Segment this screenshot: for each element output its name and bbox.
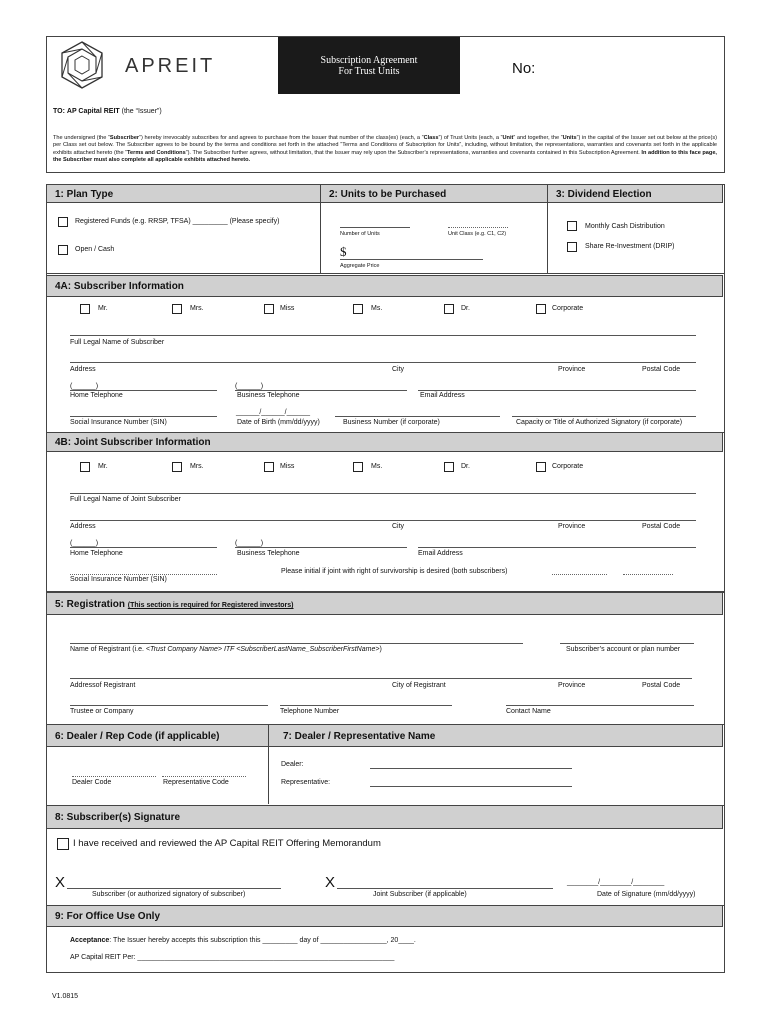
unit-class-label: Unit Class (e.g. C1, C2)	[448, 231, 507, 237]
business-tel-field[interactable]	[235, 390, 407, 391]
contact-name-label: Contact Name	[506, 708, 551, 715]
title-block	[278, 37, 460, 94]
acceptance-label: Acceptance	[70, 937, 110, 944]
title-line-1: Subscription Agreement	[320, 55, 418, 66]
section-2-header: 2: Units to be Purchased	[320, 184, 548, 203]
postal-code-label: Postal Code	[642, 366, 681, 373]
registered-funds-label: Registered Funds (e.g. RRSP, TFSA) _________ (Please specify)	[75, 218, 280, 225]
survivorship-initial-2[interactable]	[623, 574, 673, 575]
ap-capital-per-line: AP Capital REIT Per: __________________________________________________________________	[70, 954, 395, 961]
joint-home-tel-label: Home Telephone	[70, 550, 123, 557]
home-tel-field[interactable]	[70, 390, 217, 391]
corporate-label: Corporate	[552, 305, 584, 312]
business-tel-paren: (______)	[235, 383, 264, 390]
subscriber-signature-label: Subscriber (or authorized signatory of subscriber)	[92, 891, 246, 898]
dob-label: Date of Birth (mm/dd/yyyy)	[237, 419, 320, 426]
apreit-logo-icon	[58, 40, 106, 90]
acceptance-text: : The Issuer hereby accepts this subscription this _________ day of _________________, 20____.	[109, 937, 416, 944]
joint-x-mark: X	[325, 874, 336, 891]
section-4a-header: 4A: Subscriber Information	[46, 275, 723, 297]
joint-email-label: Email Address	[418, 550, 463, 557]
sin-field[interactable]	[70, 416, 217, 417]
survivorship-initial-1[interactable]	[552, 574, 607, 575]
province-label: Province	[558, 366, 586, 373]
joint-miss-checkbox[interactable]	[264, 462, 274, 472]
intro-p6: ”). The Subscriber further agrees, without limitation, that the Issuer may rely upon the Subscriber’s representations, warranties and covenants contained in this Subscription Agreement.	[185, 149, 642, 156]
section-1-header: 1: Plan Type	[46, 184, 321, 203]
intro-p5: ”) in the capital of the Issuer set out below at the price(s) per Class set out below. The Subscriber agrees to be bound by the terms and conditions set forth in the attached “Terms and Conditions of Subscription for Units”, including, without limitation, the representations, warranties and covenants set forth in the applicable exhibits attached hereto (the “	[53, 135, 718, 156]
joint-sin-field[interactable]	[70, 574, 217, 575]
capacity-label: Capacity or Title of Authorized Signatory (if corporate)	[516, 419, 683, 426]
registrant-name-label	[70, 646, 382, 653]
contact-name-field[interactable]	[506, 705, 694, 706]
joint-miss-label: Miss	[280, 463, 295, 470]
registrant-name-italic: <Trust Company Name> ITF <SubscriberLastName_SubscriberFirstName>	[145, 646, 380, 653]
business-tel-label: Business Telephone	[237, 392, 300, 399]
rep-code-field[interactable]	[162, 776, 246, 777]
open-cash-checkbox[interactable]	[58, 245, 68, 255]
drip-checkbox[interactable]	[567, 242, 577, 252]
divider	[320, 203, 321, 273]
dealer-field[interactable]	[370, 768, 572, 769]
issuer-suffix: (the “Issuer”)	[121, 108, 162, 115]
corporate-checkbox[interactable]	[536, 304, 546, 314]
joint-dr-checkbox[interactable]	[444, 462, 454, 472]
number-of-units-field[interactable]	[340, 227, 410, 228]
registrant-address-label: Addressof Registrant	[70, 682, 136, 689]
registrant-city-label: City of Registrant	[392, 682, 446, 689]
unit-class-field[interactable]	[448, 227, 508, 228]
monthly-cash-checkbox[interactable]	[567, 221, 577, 231]
address-field[interactable]	[70, 362, 696, 363]
title-line-2: For Trust Units	[338, 66, 400, 77]
joint-home-tel-field[interactable]	[70, 547, 217, 548]
dr-checkbox[interactable]	[444, 304, 454, 314]
trustee-field[interactable]	[70, 705, 268, 706]
joint-full-name-label: Full Legal Name of Joint Subscriber	[70, 496, 181, 503]
registrant-address-field[interactable]	[70, 678, 692, 679]
joint-mr-label: Mr.	[98, 463, 108, 470]
divider	[547, 203, 548, 273]
dob-slashes: ______/______/______	[236, 409, 310, 416]
joint-address-field[interactable]	[70, 520, 696, 521]
registrant-name-field[interactable]	[70, 643, 523, 644]
joint-business-tel-paren: (______)	[235, 540, 264, 547]
miss-checkbox[interactable]	[264, 304, 274, 314]
rep-code-label: Representative Code	[163, 779, 229, 786]
joint-email-field[interactable]	[418, 547, 696, 548]
representative-field[interactable]	[370, 786, 572, 787]
section-5-note: (This section is required for Registered investors)	[127, 602, 294, 609]
registrant-postal-label: Postal Code	[642, 682, 681, 689]
dollar-sign: $	[340, 244, 347, 259]
drip-label: Share Re-Investment (DRIP)	[585, 243, 675, 250]
full-name-label: Full Legal Name of Subscriber	[70, 339, 165, 346]
joint-mrs-label: Mrs.	[190, 463, 204, 470]
intro-terms: Terms and Conditions	[127, 149, 186, 156]
joint-mrs-checkbox[interactable]	[172, 462, 182, 472]
section-7-header: 7: Dealer / Representative Name	[268, 724, 723, 747]
city-label: City	[392, 366, 405, 373]
section-5-header	[46, 592, 723, 615]
joint-postal-code-label: Postal Code	[642, 523, 681, 530]
home-tel-label: Home Telephone	[70, 392, 123, 399]
number-of-units-label: Number of Units	[340, 231, 380, 237]
miss-label: Miss	[280, 305, 295, 312]
intro-unit: Unit	[502, 135, 514, 141]
joint-city-label: City	[392, 523, 405, 530]
address-label: Address	[70, 366, 96, 373]
joint-full-name-field[interactable]	[70, 493, 696, 494]
joint-ms-checkbox[interactable]	[353, 462, 363, 472]
ms-checkbox[interactable]	[353, 304, 363, 314]
joint-corporate-label: Corporate	[552, 463, 584, 470]
intro-subscriber: Subscriber	[109, 135, 140, 141]
intro-class: Class	[423, 135, 439, 141]
survivorship-label: Please initial if joint with right of survivorship is desired (both subscribers)	[281, 568, 508, 575]
mrs-label: Mrs.	[190, 305, 204, 312]
dealer-code-label: Dealer Code	[72, 779, 112, 786]
joint-corporate-checkbox[interactable]	[536, 462, 546, 472]
intro-units: Units	[562, 135, 577, 141]
registrant-name-post: )	[379, 646, 382, 653]
section-5-title: 5: Registration	[55, 599, 126, 610]
signature-date-field[interactable]: ________/________/________	[567, 879, 665, 886]
joint-mr-checkbox[interactable]	[80, 462, 90, 472]
section-3-header: 3: Dividend Election	[547, 184, 723, 203]
sin-label: Social Insurance Number (SIN)	[70, 419, 167, 426]
intro-p2: ”) hereby irrevocably subscribes for and agrees to purchase from the Issuer that number of the class(es) (each, a “	[139, 135, 424, 141]
capacity-field[interactable]	[512, 416, 696, 417]
joint-home-tel-paren: (______)	[70, 540, 99, 547]
section-4b-header: 4B: Joint Subscriber Information	[46, 432, 723, 452]
issuer-name: AP Capital REIT	[66, 108, 120, 115]
section-8-header: 8: Subscriber(s) Signature	[46, 805, 723, 829]
intro-bold-end: In addition to this face page, the Subscriber must also complete all applicable exhibits attached hereto.	[53, 149, 717, 163]
section-6-header: 6: Dealer / Rep Code (if applicable)	[46, 724, 269, 747]
joint-signature-field[interactable]	[337, 888, 553, 889]
intro-p1: The undersigned (the “	[53, 135, 110, 141]
offering-memo-checkbox[interactable]	[57, 838, 69, 850]
to-label: TO:	[53, 108, 65, 115]
aggregate-price-label: Aggregate Price	[340, 263, 380, 269]
divider	[268, 747, 269, 804]
joint-sin-label: Social Insurance Number (SIN)	[70, 576, 167, 583]
version-label: V1.0815	[52, 993, 79, 1000]
home-tel-paren: (______)	[70, 383, 99, 390]
subscriber-signature-field[interactable]	[67, 888, 281, 889]
logo-wordmark: APREIT	[125, 55, 216, 77]
section-9-header: 9: For Office Use Only	[46, 905, 723, 927]
email-label: Email Address	[420, 392, 465, 399]
trustee-label: Trustee or Company	[70, 708, 134, 715]
joint-signature-label: Joint Subscriber (if applicable)	[373, 891, 467, 898]
acceptance-line	[70, 937, 416, 944]
intro-p4: ” and together, the “	[513, 135, 563, 141]
business-number-field[interactable]	[335, 416, 500, 417]
monthly-cash-label: Monthly Cash Distribution	[585, 223, 665, 230]
signature-date-label: Date of Signature (mm/dd/yyyy)	[597, 891, 696, 898]
mrs-checkbox[interactable]	[172, 304, 182, 314]
dealer-code-field[interactable]	[72, 776, 156, 777]
joint-ms-label: Ms.	[371, 463, 383, 470]
dr-label: Dr.	[461, 305, 470, 312]
joint-business-tel-label: Business Telephone	[237, 550, 300, 557]
joint-dr-label: Dr.	[461, 463, 470, 470]
joint-address-label: Address	[70, 523, 96, 530]
joint-business-tel-field[interactable]	[235, 547, 407, 548]
aggregate-price-field[interactable]	[340, 259, 483, 260]
open-cash-label: Open / Cash	[75, 246, 115, 253]
email-field[interactable]	[418, 390, 696, 391]
registered-funds-checkbox[interactable]	[58, 217, 68, 227]
business-number-label: Business Number (if corporate)	[343, 419, 440, 426]
full-name-field[interactable]	[70, 335, 696, 336]
joint-province-label: Province	[558, 523, 586, 530]
intro-p3: ”) of Trust Units (each, a “	[438, 135, 503, 141]
registrant-province-label: Province	[558, 682, 586, 689]
to-line	[53, 108, 162, 115]
registrant-telephone-label: Telephone Number	[280, 708, 340, 715]
account-number-field[interactable]	[560, 643, 694, 644]
registrant-telephone-field[interactable]	[280, 705, 452, 706]
mr-checkbox[interactable]	[80, 304, 90, 314]
dealer-label: Dealer:	[281, 761, 304, 768]
registrant-name-pre: Name of Registrant (i.e.	[70, 646, 146, 653]
intro-paragraph	[53, 135, 717, 164]
mr-label: Mr.	[98, 305, 108, 312]
account-number-label: Subscriber’s account or plan number	[566, 646, 681, 653]
subscriber-x-mark: X	[55, 874, 66, 891]
offering-memo-label: I have received and reviewed the AP Capital REIT Offering Memorandum	[73, 838, 381, 849]
representative-label: Representative:	[281, 779, 331, 786]
ms-label: Ms.	[371, 305, 383, 312]
form-number-label: No:	[512, 60, 536, 77]
